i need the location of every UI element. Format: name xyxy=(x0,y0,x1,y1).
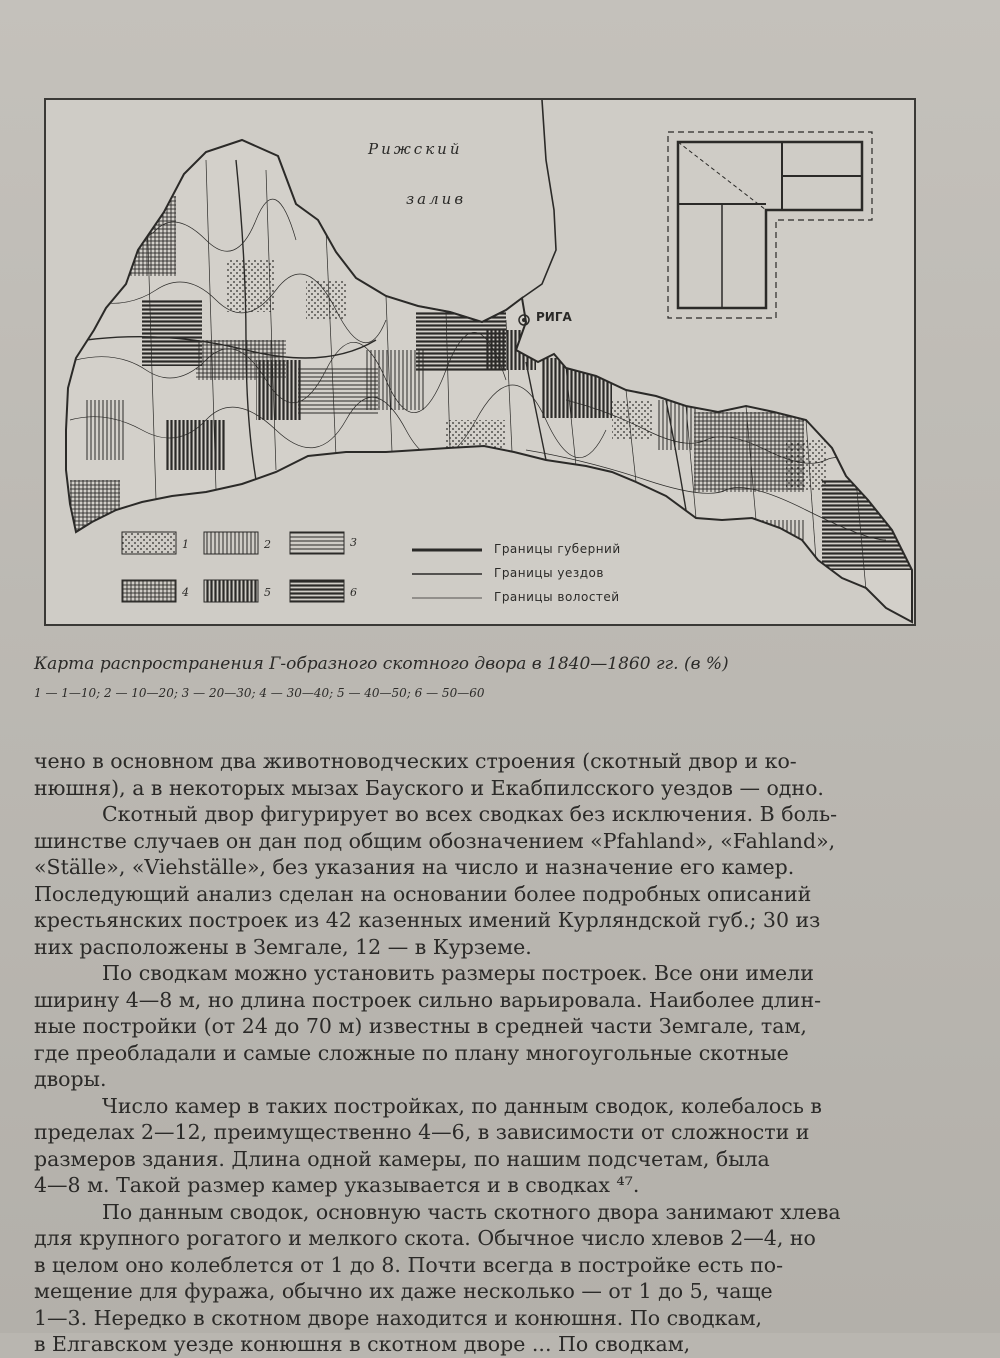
text-line: нюшня), а в некоторых мызах Бауского и Екабпилсского уездов — одно. xyxy=(34,775,824,800)
legend-volost-borders: Границы волостей xyxy=(494,590,620,604)
map-caption-legend: 1 — 1—10; 2 — 10—20; 3 — 20—30; 4 — 30—40; 5 — 40—50; 6 — 50—60 xyxy=(34,686,485,700)
text-line: размеров здания. Длина одной камеры, по нашим подсчетам, была xyxy=(34,1146,770,1171)
text-line: крестьянских построек из 42 казенных имений Курляндской губ.; 30 из xyxy=(34,908,821,932)
barn-plan-inset xyxy=(668,132,872,318)
text-line: «Ställe», «Viehställe», без указания на число и назначение его камер. xyxy=(34,855,795,879)
legend-gubernia-borders: Границы губерний xyxy=(494,542,621,556)
text-line: Число камер в таких постройках, по данным сводок, колебалось в xyxy=(102,1093,822,1118)
legend-num-6: 6 xyxy=(350,586,357,599)
legend-num-4: 4 xyxy=(182,586,189,599)
legend-num-1: 1 xyxy=(182,538,189,551)
text-line: ширину 4—8 м, но длина построек сильно варьировала. Наиболее длин- xyxy=(34,987,822,1012)
text-line: дворы. xyxy=(34,1067,107,1091)
text-line: в целом оно колеблется от 1 до 8. Почти всегда в постройке есть по- xyxy=(34,1252,784,1277)
text-line: ные постройки (от 24 до 70 м) известны в средней части Земгале, там, xyxy=(34,1014,807,1038)
body-text xyxy=(34,748,914,1358)
text-line: По сводкам можно установить размеры построек. Все они имели xyxy=(102,961,814,985)
text-line: где преобладали и самые сложные по плану многоугольные скотные xyxy=(34,1040,789,1065)
text-line: них расположены в Земгале, 12 — в Курземе. xyxy=(34,934,532,959)
text-line: Последующий анализ сделан на основании более подробных описаний xyxy=(34,881,812,906)
map-caption: Карта распространения Г-образного скотного двора в 1840—1860 гг. (в %) xyxy=(34,654,729,674)
city-label-riga: РИГА xyxy=(536,310,572,324)
text-line: для крупного рогатого и мелкого скота. Обычное число хлевов 2—4, но xyxy=(34,1226,816,1250)
text-line: 4—8 м. Такой размер камер указывается и в сводках ⁴⁷. xyxy=(34,1173,640,1197)
text-line: пределах 2—12, преимущественно 4—6, в зависимости от сложности и xyxy=(34,1120,810,1144)
text-line: шинстве случаев он дан под общим обозначением «Pfahland», «Fahland», xyxy=(34,828,836,853)
gulf-label-zaliv: залив xyxy=(406,190,467,208)
legend-uezd-borders: Границы уездов xyxy=(494,566,604,580)
text-line: По данным сводок, основную часть скотного двора занимают хлева xyxy=(102,1199,841,1224)
legend-num-3: 3 xyxy=(350,536,357,549)
map-drawing xyxy=(46,100,914,624)
text-line: Скотный двор фигурирует во всех сводках без исключения. В боль- xyxy=(102,802,838,826)
legend-num-2: 2 xyxy=(264,538,271,551)
map-legend xyxy=(122,532,482,602)
distribution-map xyxy=(44,98,916,626)
text-line: в Елгавском уезде конюшня в скотном дворе ... По сводкам, xyxy=(34,1332,691,1356)
text-line: мещение для фуража, обычно их даже несколько — от 1 до 5, чаще xyxy=(34,1279,773,1303)
text-line: 1—3. Нередко в скотном дворе находится и конюшня. По сводкам, xyxy=(34,1305,763,1330)
gulf-label-riga: Рижский xyxy=(368,140,463,158)
legend-num-5: 5 xyxy=(264,586,271,599)
text-line: чено в основном два животноводческих строения (скотный двор и ко- xyxy=(34,749,797,773)
